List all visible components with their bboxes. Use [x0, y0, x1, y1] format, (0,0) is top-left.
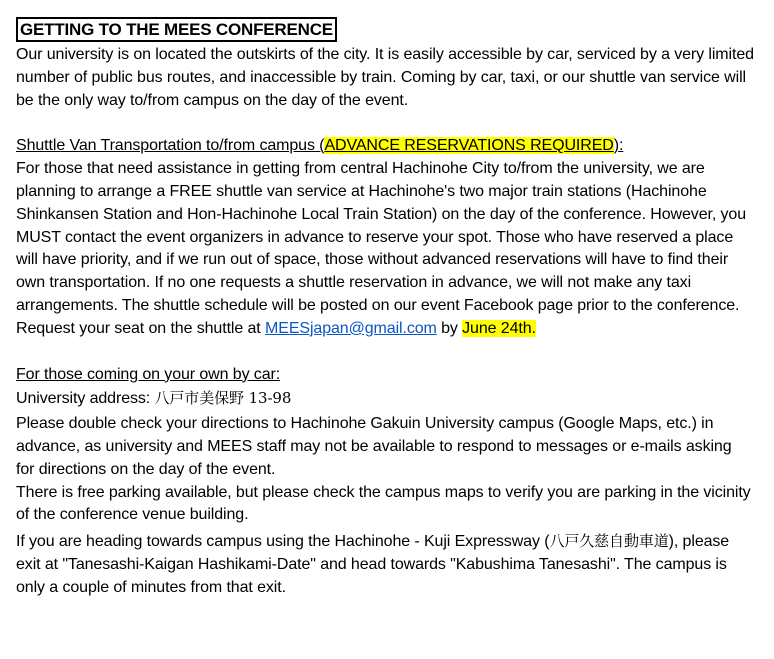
shuttle-heading — [16, 135, 754, 158]
university-address — [16, 387, 754, 411]
shuttle-paragraph: For those that need assistance in getting from central Hachinohe City to/from the university, we are planning to arrange a FREE shuttle van service at Hachinohe's two major train stations (Hachinohe Shinkansen Station and Hon-Hachinohe Local Train Station) on the day of the conference. However, you MUST contact the event organizers in advance to reserve your spot. Those who have reserved a place will have priority, and if we run out of space, those without advanced reservations will have to find their own transportation. If no one requests a shuttle reservation in advance, we will not make any taxi arrangements. The shuttle schedule will be posted on our event Facebook page prior to the conference. — [16, 160, 747, 314]
shuttle-heading-suffix: ): — [613, 137, 624, 155]
expressway-suffix: ), please exit at "Tanesashi-Kaigan Hashikami-Date" and head towards "Kabushima Tanesashi". The campus is only a couple of minutes from that exit. — [16, 533, 730, 596]
spacer — [16, 112, 754, 135]
email-link[interactable]: MEESjapan@gmail.com — [265, 319, 437, 337]
address-label: University address: — [16, 390, 155, 408]
request-mid: by — [436, 319, 463, 337]
intro-paragraph: Our university is on located the outskirts of the city. It is easily accessible by car, serviced by a very limited number of public bus routes, and inaccessible by train. Coming by car, taxi, or our shuttle van service will be the only way to/from campus on the day of the event. — [16, 46, 754, 109]
page-title: GETTING TO THE MEES CONFERENCE — [16, 17, 337, 42]
expressway-paragraph — [16, 530, 754, 599]
spacer — [16, 341, 754, 364]
car-heading: For those coming on your own by car: — [16, 365, 281, 383]
reservations-required-highlight: ADVANCE RESERVATIONS REQUIRED — [324, 137, 614, 155]
deadline-highlight: June 24th. — [462, 319, 536, 337]
shuttle-request-line — [16, 318, 754, 341]
expressway-japanese-name: 八戸久慈自動車道 — [549, 532, 669, 551]
expressway-prefix: If you are heading towards campus using the Hachinohe - Kuji Expressway ( — [16, 533, 550, 551]
directions-paragraph: Please double check your directions to Hachinohe Gakuin University campus (Google Maps, etc.) in advance, as university and MEES staff may not be available to respond to messages or e-mails asking for directions on the day of the event. — [16, 415, 732, 478]
request-prefix: Request your seat on the shuttle at — [16, 319, 266, 337]
shuttle-heading-prefix: Shuttle Van Transportation to/from campus ( — [16, 137, 325, 155]
address-value: 八戸市美保野 13-98 — [154, 389, 292, 408]
parking-paragraph: There is free parking available, but please check the campus maps to verify you are parking in the vicinity of the conference venue building. — [16, 483, 751, 524]
